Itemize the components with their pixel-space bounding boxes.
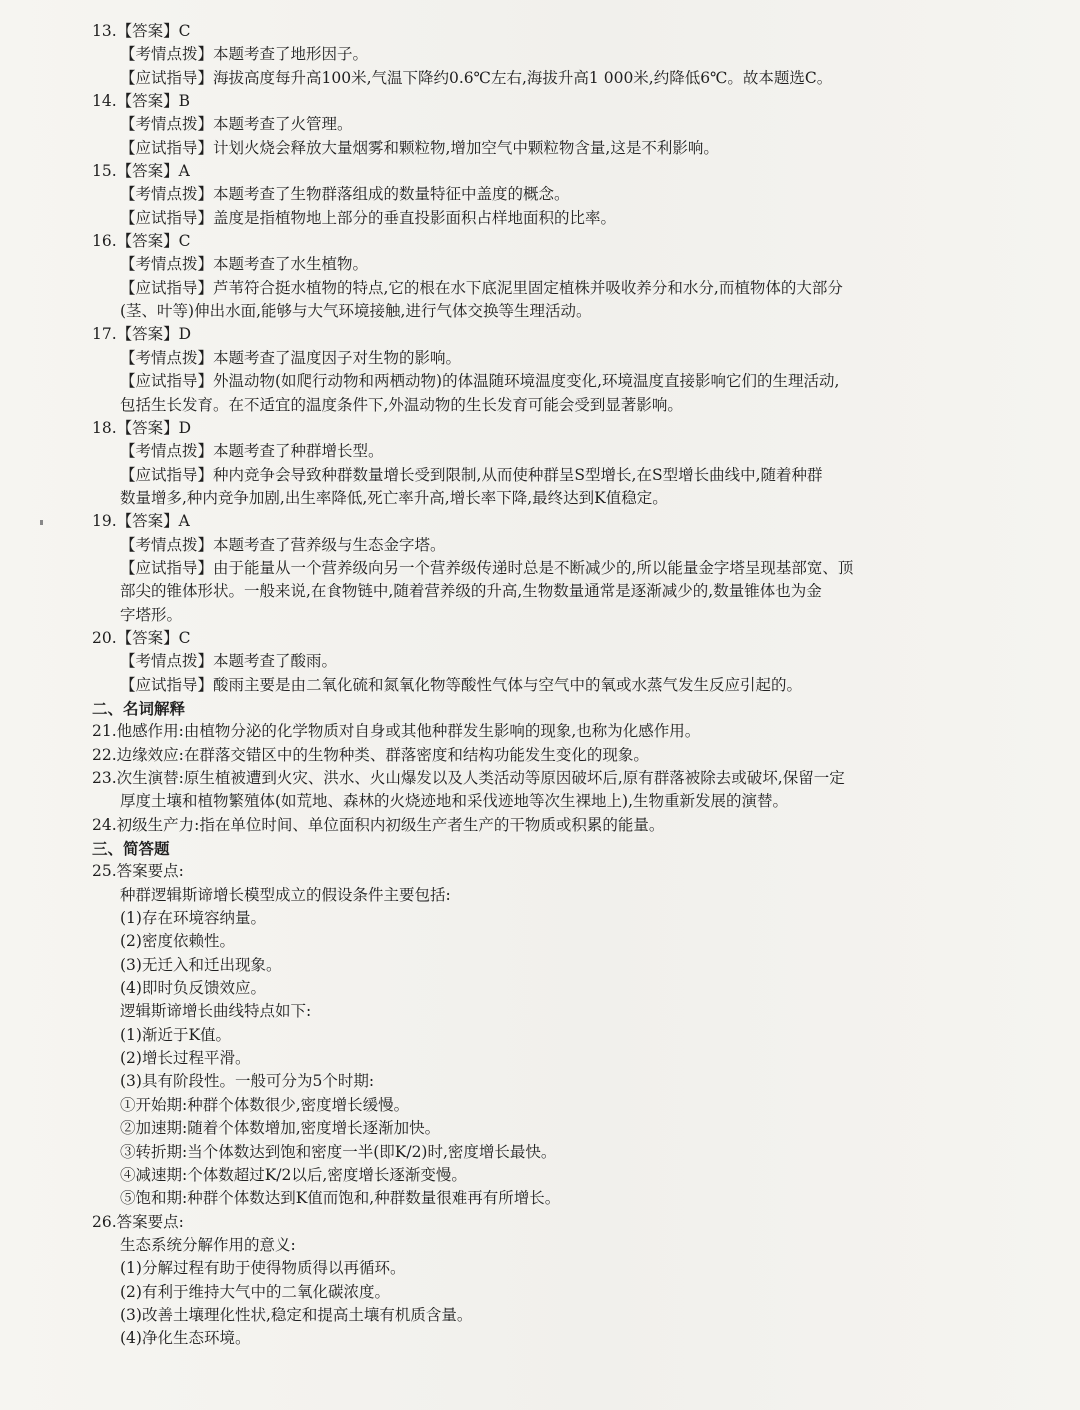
item-continuation-line: 字塔形。 xyxy=(120,605,183,624)
numbered-item: 17.【答案】D xyxy=(92,325,192,344)
numbered-item: 20.【答案】C xyxy=(92,628,191,647)
item-detail-line: 【应试指导】海拔高度每升高100米,气温下降约0.6℃左右,海拔升高1 000米,约降低6℃。故本题选C。 xyxy=(120,68,833,87)
numbered-item: 22.边缘效应:在群落交错区中的生物种类、群落密度和结构功能发生变化的现象。 xyxy=(92,745,649,764)
item-detail-line: (2)密度依赖性。 xyxy=(120,932,235,951)
item-detail-line: (3)改善土壤理化性状,稳定和提高土壤有机质含量。 xyxy=(120,1305,473,1324)
item-detail-line: 【应试指导】由于能量从一个营养级向另一个营养级传递时总是不断减少的,所以能量金字塔呈现基部宽、顶 xyxy=(120,558,854,577)
item-detail-line: 生态系统分解作用的意义: xyxy=(120,1235,296,1254)
numbered-item: 16.【答案】C xyxy=(92,232,191,251)
item-detail-line: (3)无迁入和迁出现象。 xyxy=(120,955,282,974)
item-detail-line: (3)具有阶段性。一般可分为5个时期: xyxy=(120,1072,375,1091)
item-detail-line: ③转折期:当个体数达到饱和密度一半(即K/2)时,密度增长最快。 xyxy=(120,1142,557,1161)
item-detail-line: ①开始期:种群个体数很少,密度增长缓慢。 xyxy=(120,1095,410,1114)
item-detail-line: ④减速期:个体数超过K/2以后,密度增长逐渐变慢。 xyxy=(120,1165,467,1184)
section-heading: 三、简答题 xyxy=(92,839,170,859)
item-detail-line: 【应试指导】种内竞争会导致种群数量增长受到限制,从而使种群呈S型增长,在S型增长曲线中,随着种群 xyxy=(120,465,823,484)
numbered-item: 21.他感作用:由植物分泌的化学物质对自身或其他种群发生影响的现象,也称为化感作用。 xyxy=(92,722,701,741)
item-detail-line: 【应试指导】计划火烧会释放大量烟雾和颗粒物,增加空气中颗粒物含量,这是不利影响。 xyxy=(120,138,719,157)
item-detail-line: 种群逻辑斯谛增长模型成立的假设条件主要包括: xyxy=(120,885,451,904)
item-detail-line: 【考情点拨】本题考查了地形因子。 xyxy=(120,45,369,64)
item-detail-line: ②加速期:随着个体数增加,密度增长逐渐加快。 xyxy=(120,1119,441,1138)
section-heading: 二、名词解释 xyxy=(92,698,186,718)
item-detail-line: (2)增长过程平滑。 xyxy=(120,1049,251,1068)
item-detail-line: 【考情点拨】本题考查了火管理。 xyxy=(120,115,353,134)
item-detail-line: (4)即时负反馈效应。 xyxy=(120,979,266,998)
item-detail-line: 【应试指导】外温动物(如爬行动物和两栖动物)的体温随环境温度变化,环境温度直接影响它们的生理活动, xyxy=(120,372,840,391)
item-detail-line: (2)有利于维持大气中的二氧化碳浓度。 xyxy=(120,1282,390,1301)
item-detail-line: 厚度土壤和植物繁殖体(如荒地、森林的火烧迹地和采伐迹地等次生裸地上),生物重新发展的演替。 xyxy=(120,792,789,811)
item-continuation-line: 部尖的锥体形状。一般来说,在食物链中,随着营养级的升高,生物数量通常是逐渐减少的,数量锥体也为金 xyxy=(120,582,822,601)
numbered-item: 19.【答案】A xyxy=(92,512,190,531)
numbered-item: 13.【答案】C xyxy=(92,22,191,40)
item-detail-line: 逻辑斯谛增长曲线特点如下: xyxy=(120,1002,312,1021)
item-continuation-line: (茎、叶等)伸出水面,能够与大气环境接触,进行气体交换等生理活动。 xyxy=(120,302,592,321)
item-detail-line: (1)分解过程有助于使得物质得以再循环。 xyxy=(120,1259,406,1278)
item-detail-line: 【应试指导】酸雨主要是由二氧化硫和氮氧化物等酸性气体与空气中的氧或水蒸气发生反应引起的。 xyxy=(120,675,803,694)
numbered-item: 23.次生演替:原生植被遭到火灾、洪水、火山爆发以及人类活动等原因破坏后,原有群落被除去或破坏,保留一定 xyxy=(92,769,845,787)
item-detail-line: 【考情点拨】本题考查了水生植物。 xyxy=(120,255,369,274)
answer-key-text xyxy=(92,20,1040,1351)
item-detail-line: 【应试指导】芦苇符合挺水植物的特点,它的根在水下底泥里固定植株并吸收养分和水分,而植物体的大部分 xyxy=(120,278,843,297)
item-detail-line: 【考情点拨】本题考查了营养级与生态金字塔。 xyxy=(120,535,446,554)
numbered-item: 25.答案要点: xyxy=(92,862,184,881)
numbered-item: 14.【答案】B xyxy=(92,92,191,111)
item-detail-line: 【考情点拨】本题考查了温度因子对生物的影响。 xyxy=(120,348,462,367)
item-continuation-line: 数量增多,种内竞争加剧,出生率降低,死亡率升高,增长率下降,最终达到K值稳定。 xyxy=(120,488,668,507)
numbered-item: 24.初级生产力:指在单位时间、单位面积内初级生产者生产的干物质或积累的能量。 xyxy=(92,815,665,834)
item-detail-line: (4)净化生态环境。 xyxy=(120,1329,251,1348)
item-detail-line: 【考情点拨】本题考查了种群增长型。 xyxy=(120,442,384,461)
item-continuation-line: 包括生长发育。在不适宜的温度条件下,外温动物的生长发育可能会受到显著影响。 xyxy=(120,395,683,414)
item-detail-line: 【考情点拨】本题考查了酸雨。 xyxy=(120,652,338,671)
numbered-item: 18.【答案】D xyxy=(92,418,192,437)
item-detail-line: (1)存在环境容纳量。 xyxy=(120,909,266,928)
item-detail-line: 【应试指导】盖度是指植物地上部分的垂直投影面积占样地面积的比率。 xyxy=(120,208,617,227)
scan-mark xyxy=(40,520,43,525)
item-detail-line: (1)渐近于K值。 xyxy=(120,1025,232,1044)
item-detail-line: ⑤饱和期:种群个体数达到K值而饱和,种群数量很难再有所增长。 xyxy=(120,1189,561,1208)
numbered-item: 26.答案要点: xyxy=(92,1212,184,1231)
numbered-item: 15.【答案】A xyxy=(92,162,190,181)
item-detail-line: 【考情点拨】本题考查了生物群落组成的数量特征中盖度的概念。 xyxy=(120,185,570,204)
